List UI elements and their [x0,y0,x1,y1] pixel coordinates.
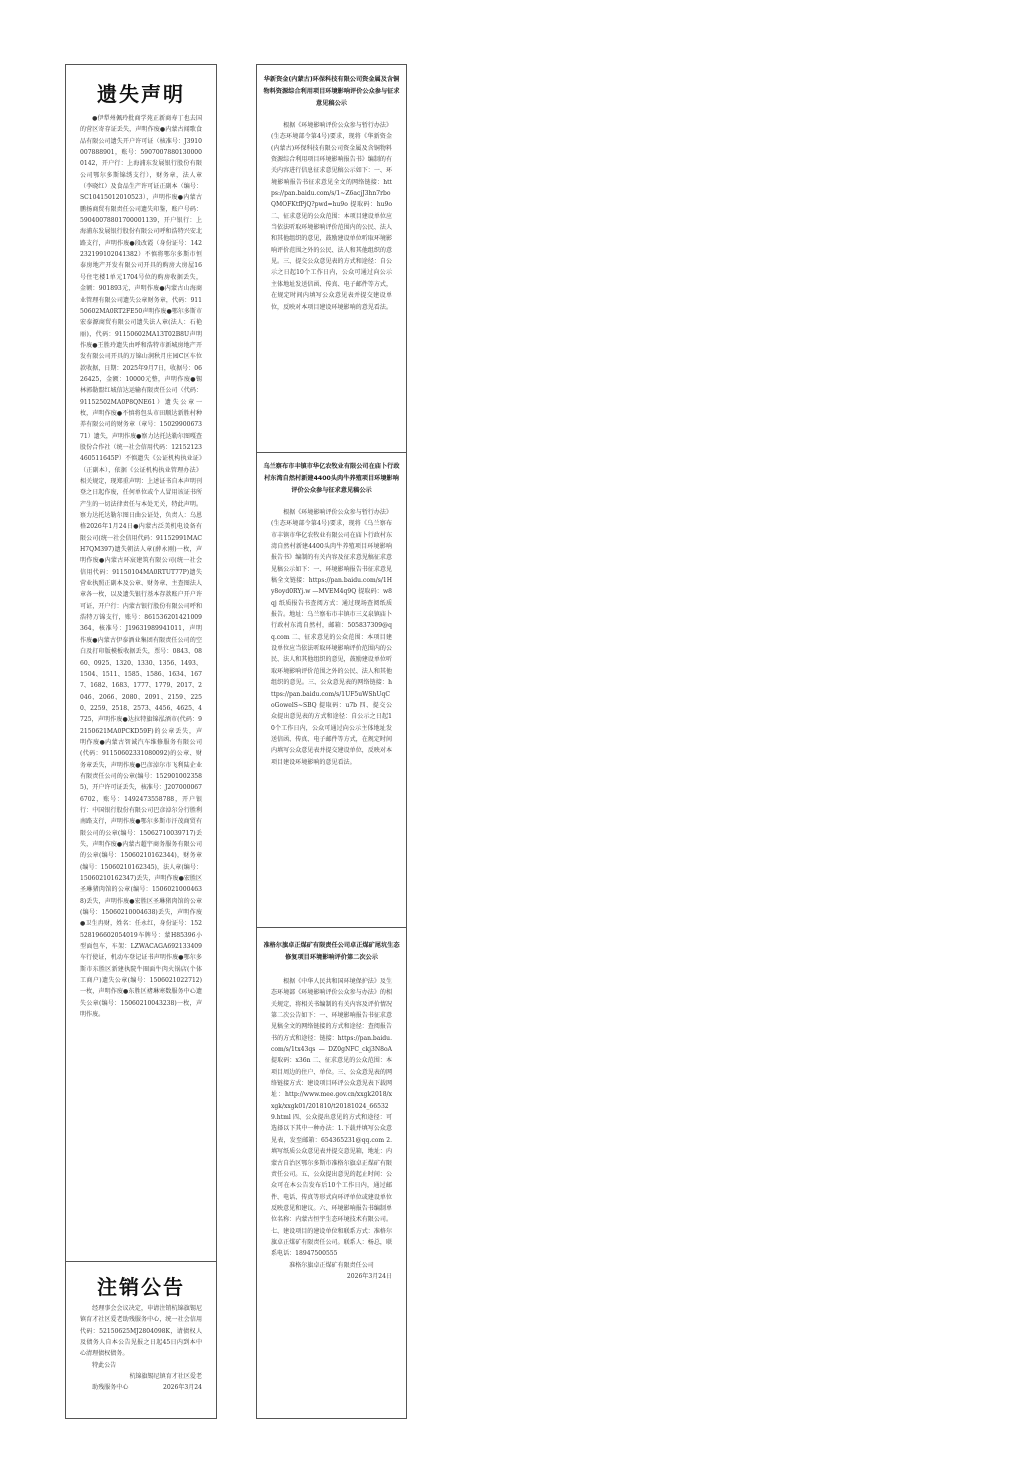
cancel-notice-title: 注销公告 [97,1275,185,1299]
cancel-notice-org-line2: 助残服务中心 [92,1384,129,1392]
loss-notice-body [66,110,216,1021]
notice-3-org: 准格尔旗卓正煤矿有限责任公司 [289,1261,374,1269]
loss-notice [66,65,216,1021]
notice-3-body [257,964,406,1260]
notice-1-body [257,110,406,313]
notice-3-text: 根据《中华人民共和国环境保护法》及生态环境部《环境影响评价公众参与办法》的相关规定，将相关书编制的有关内容及评价情况第二次公告如下：一、环境影响报告书征求意见稿全文的网络链接的方式和途径：查阅报告书的方式和途径：链接：https://pan.baidu.com/s/1tx43qs — DZ0gNFC_ckj3N8oA 提取码：x36n 二、征求意见的公众范围：本项目周边的住户、单位。三、公众意见表的网络链接方式：建设项目环评公众意见表下载网址：http://www.mee.gov.cn/xxgk2018/xxgk/xxgk01/201810/t20181024_665329.html 四、公众提出意见的方式和途径：可选择以下其中一种办法：1.下载并填写公众意见表，发至邮箱：654365231@qq.com 2.填写纸质公众意见表并提交意见箱，地址：内蒙古自治区鄂尔多斯市准格尔旗卓正煤矿有限责任公司。五、公众提出意见的起止时间：公众可在本公告发布后10个工作日内，通过邮件、电话、传真等形式向环评单位或建设单位反映意见和建议。六、环境影响报告书编制单位名称：内蒙古恒宇生态环境技术有限公司。七、建设项目的建设单位和联系方式：准格尔旗卓正煤矿有限责任公司。联系人：杨总，联系电话：18947500555 [271,978,392,1258]
cancel-notice-signoff: 特此公告 [92,1361,117,1369]
left-column [65,64,217,1419]
notice-2-body [257,497,406,768]
cancel-notice-signature [66,1360,216,1394]
notice-1 [257,65,406,313]
cancel-notice-org: 杭锦旗锡尼镇育才社区爱老 [129,1373,202,1381]
loss-notice-title: 遗失声明 [97,82,185,106]
notice-3 [257,928,406,1282]
cancel-notice-body [66,1301,216,1360]
notice-2-text: 根据《环境影响评价公众参与暂行办法》(生态环境部令第4号)要求，现将《乌兰察布市丰镇市华亿农牧业有限公司在庙卜行政村东湾自然村新建4400头肉牛养殖项目环境影响报告书》编制的有关内容及征求意见稿征求意见稿公示如下：一、环境影响报告书征求意见稿全文链接：https://pan.baidu.com/s/1Hy8oyd0RYj.w —MVEM4q9Q 提取码：w8qj 纸质报告书查阅方式：通过现场查阅纸质报告。地址：乌兰察布市丰镇市三义泉镇庙卜行政村东湾自然村，邮箱：505837309@qq.com 二、征求意见的公众范围：本项目建设单位应当依法听取环境影响评价范围内的公民、法人和其他组织的意见，鼓励建设单位听取环境影响评价范围之外的公民、法人和其他组织的意见。三、公众意见表的网络链接：https://pan.baidu.com/s/1UF5uWShUqCoGowelS~SBQ 提取码：u7b 四、提交公众提出意见表的方式和途径：自公示之日起10个工作日内，公众可通过向公示主体地址发送信函、传真、电子邮件等方式，在规定时间内填写公众意见表并提交建设单位，反映对本项目建设环境影响的意见看法。 [271,509,392,766]
notice-3-title: 准格尔旗卓正煤矿有限责任公司卓正煤矿尾坑生态修复项目环境影响评价第二次公示 [263,942,400,961]
notice-2 [257,453,406,768]
notice-3-date: 2026年3月24日 [346,1272,392,1280]
notice-1-title: 华新资金(内蒙古)环保科技有限公司资金属及含铜物料资源综合利用项目环境影响评价公众参与征求意见稿公示 [263,76,400,107]
mid-column [256,64,407,1419]
cancel-notice-date: 2026年3月24 [162,1384,202,1392]
notice-3-signature [257,1260,406,1283]
loss-notice-text: ●伊犁州佩玲批商学苑正新商寿丁也去国的营区寄存证丢失，声明作废●内蒙古闻歌食品有限公司遗失开户许可证（核准号：J3910007888901，账号：59070078801300000142，开户行：上海浦东发展银行股份有限公司鄂尔多斯锦绣支行），财务章，法人章（李晓红）及食品生产许可证正副本（编号：SC10415012010523），声明作废●内蒙古鹏扬商贸有限责任公司遗失印鉴，账户号码：59040078801700001139，开户银行：上海浦东发展银行股份有限公司呼和浩特兴安北路支行，声明作废●段改霞（身份证号：142232199102041382）不慎将鄂尔多斯市恒泰房地产开发有限公司开具的购房大房屋16号住宅楼1单元1704号位的购房收据丢失，金额：901893元，声明作废●内蒙古山海商业管理有限公司遗失公章财务章，代码：91150602MA0RT2FE50声明作废●鄂尔多斯市宏泰源商贸有限公司遗失法人章(法人：石艳丽)，代码：91150602MA13T02B8U声明作废●王胜玲遗失由呼和浩特市新城房地产开发有限公司开具的万锦山润秋月庄园C区车位款收据，日期：2025年9月7日，收据号：0626425，金额：10000元整，声明作废●锡林郭勒盟红城信达运输有限责任公司（代码：91152502MA0P8QNE61）遗失公章一枚，声明作废●不慎将包头市田顺达新胜村种养有限公司的财务章（章号：1502990067371）遗失，声明作废●察力达托达勒尔图嘎查股份合作社（统一社会信用代码：12152123460511645P）不慎遗失《公证机构执业证》（正副本），依据《公证机构执业管理办法》相关规定，现郑重声明：上述证书自本声明刊登之日起作废，任何单位或个人冒用该证书所产生的一切法律责任与本处无关，特此声明。察力达托达勒尔图日曲公证处，负责人：乌恩格2026年1月24日●内蒙古泛美机电设备有限公司(统一社会信用代码：91152991MACH7QM397)遗失朝法人章(薛永刚)一枚，声明作废●内蒙古环宸建筑有限公司(统一社会信用代码：91150104MA0RTUT77P)遗失营业执照正副本及公章、财务章、主查图法人章各一枚，以及遗失银行基本存款账户开户许可证，开户行：内蒙古银行股份有限公司呼和浩特万锦支行，账号：861536201421009364，核准号：J19631989941011，声明作废●内蒙古伊泰酒业集团有限责任公司的空白及打印版模板收据丢失，票号：0843、0860、0925、1320、1330、1356、1493、1504、1511、1585、1586、1634、1677、1682、1683、1777、1779、2017、2046、2066、2080、2091、2159、2250、2259、2518、2573、4456、4625、4725，声明作废●达拉特旗锦泓酒市(代码：92150621MA0PCKD59F)的公章丢失，声明作废●内蒙古智诚汽车维修服务有限公司(代码：91150602331080092)的公章、财务章丢失，声明作废●巴彦淖尔市飞利陆企业有限责任公司的公章(编号：1529010023585)，开户许可证丢失，核准号：J2070000676702，账号：1492473558788，开户银行：中国银行股份有限公司巴彦淖尔分行胜利南路支行，声明作废●鄂尔多斯市汗茂商贸有限公司的公章(编号：15062710039717)丢失，声明作废●内蒙古超宇商务服务有限公司的公章(编号：15060210162344)，财务章(编号：15060210162345)，法人章(编号：15060210162347)丢失，声明作废●宏胜区圣琳猪肉馆的公章(编号：15060210004638)丢失，声明作废●宏胜区圣琳猪肉馆的公章(编号：15060210004638)丢失，声明作废●卫生冉财，姓名：任永红，身份证号：152528196602054019车牌号：蒙H85396小型面包车，车架：LZWACAGA692133409车行使证，机动车登记证书声明作废●鄂尔多斯市东胜区新建执院牛圈面牛肉火锅店(个体工商户)遗失公章(编号：1506021022712)一枚，声明作废●东胜区褚琳寒数服务中心遗失公章(编号：15060210043238)一枚，声明作废。 [80,115,202,1019]
notice-1-text: 根据《环境影响评价公众参与暂行办法》(生态环境部令第4号)要求，现将《华新资金(内蒙古)环保科技有限公司资金属及含铜物料资源综合利用项目环境影响报告书》编制的有关内容进行信息征求意见稿公示如下：一、环境影响报告书征求意见全文的网络链接：https://pan.baidu.com/s/1~Z6acjJ3hn7rboQMOFKtfPjQ?pwd=hu9o 提取码：hu9o 二、征求意见的公众范围：本项目建设单位应当依法听取环境影响评价范围内的公民、法人和其他组织的意见，鼓励建设单位听取环境影响评价范围之外的公民、法人和其他组织的意见。三、提交公众意见表的方式和途径：自公示之日起10个工作日内，公众可通过向公示主体地址发送信函、传真、电子邮件等方式，在规定时间内填写公众意见表并提交建设单位，反映对本项目建设环境影响的意见看法。 [271,122,392,311]
cancel-notice-text: 经理事会会议决定，申请注销杭锦旗锡尼镇育才社区爱老助残服务中心，统一社会信用代码：52150625MJ2804098K，请债权人及债务人自本公告见报之日起45日内到本中心清理债权债务。 [80,1305,202,1358]
notice-2-title: 乌兰察布市丰镇市华亿农牧业有限公司在庙卜行政村东湾自然村新建4400头肉牛养殖项目环境影响评价公众参与征求意见稿公示 [263,463,400,494]
cancel-notice [66,1262,216,1394]
